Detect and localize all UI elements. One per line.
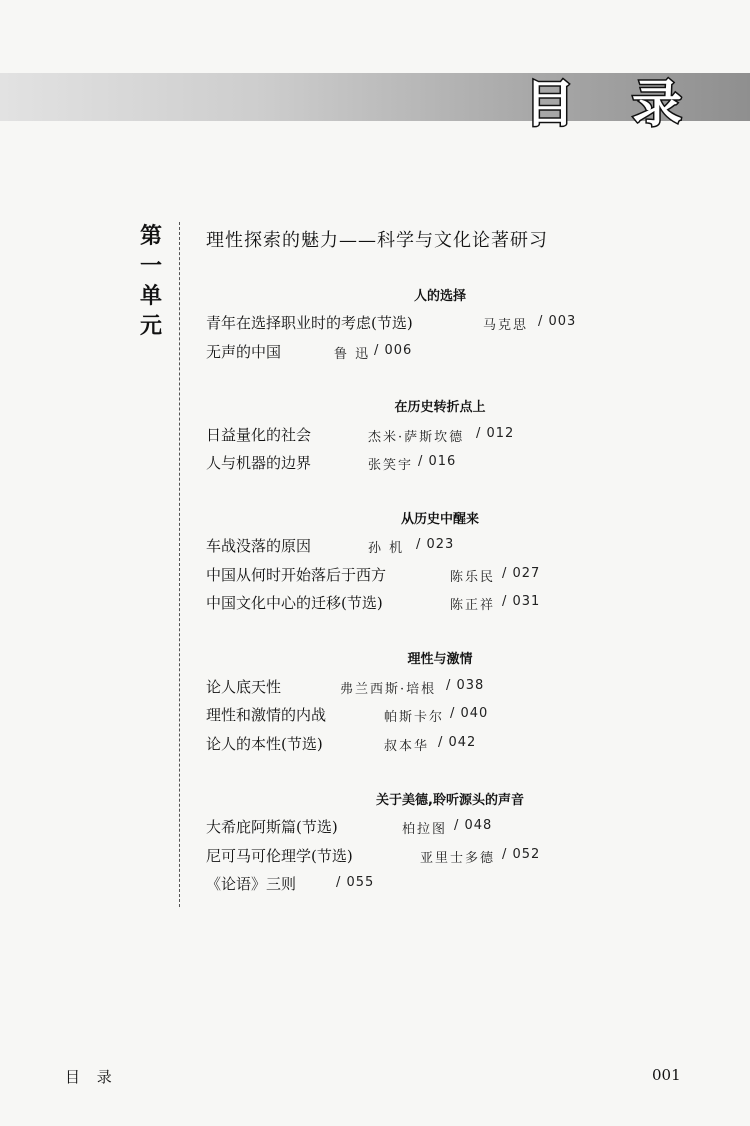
- entry-author: 叔本华: [384, 739, 430, 754]
- entry-title: 日益量化的社会: [206, 426, 312, 444]
- entry-title: 大希庇阿斯篇(节选): [206, 818, 338, 836]
- entry-title: 无声的中国: [206, 343, 282, 361]
- entry-page: / 012: [476, 426, 515, 441]
- unit-label: [138, 222, 164, 342]
- entry-page: / 016: [418, 454, 457, 469]
- section-heading: 人的选择: [413, 289, 466, 304]
- entry-title: 中国文化中心的迁移(节选): [206, 594, 383, 612]
- unit-label-char: 第: [139, 224, 162, 249]
- entry-page: / 055: [336, 875, 375, 890]
- entry-title: 青年在选择职业时的考虑(节选): [206, 314, 413, 332]
- entry-author: 孙 机: [368, 541, 405, 556]
- entry-title: 中国从何时开始落后于西方: [206, 566, 387, 584]
- dashed-divider: [179, 222, 180, 907]
- entry-author: 杰米·萨斯坎德: [368, 430, 465, 445]
- entry-author: 柏拉图: [402, 822, 448, 837]
- entry-page: / 006: [374, 343, 413, 358]
- entry-title: 尼可马可伦理学(节选): [206, 847, 353, 865]
- entry-page: / 048: [454, 818, 493, 833]
- page-title: 目 录: [524, 75, 702, 133]
- entry-author: 马克思: [483, 318, 529, 333]
- entry-page: / 042: [438, 735, 477, 750]
- unit-label-char: 一: [139, 254, 162, 279]
- entry-author: 陈正祥: [450, 598, 496, 613]
- entry-title: 人与机器的边界: [206, 454, 312, 472]
- entry-title: 车战没落的原因: [206, 537, 312, 555]
- unit-label-char: 单: [139, 284, 162, 309]
- entry-page: / 040: [450, 706, 489, 721]
- entry-page: / 023: [416, 537, 455, 552]
- footer-label: 目 录: [65, 1068, 118, 1086]
- entry-page: / 003: [538, 314, 577, 329]
- entry-page: / 052: [502, 847, 541, 862]
- entry-page: / 027: [502, 566, 541, 581]
- entry-author: 陈乐民: [450, 570, 496, 585]
- entry-author: 张笑宇: [368, 458, 414, 473]
- section-heading: 从历史中醒来: [400, 512, 479, 527]
- entry-author: 亚里士多德: [420, 851, 496, 866]
- section-heading: 关于美德,聆听源头的声音: [376, 793, 524, 808]
- entry-title: 论人底天性: [206, 678, 282, 696]
- entry-title: 《论语》三则: [206, 875, 297, 893]
- entry-title: 论人的本性(节选): [206, 735, 323, 753]
- unit-title: 理性探索的魅力——科学与文化论著研习: [206, 230, 548, 251]
- entry-author: 鲁 迅: [334, 347, 371, 362]
- page-number: 001: [652, 1066, 681, 1084]
- entry-author: 帕斯卡尔: [384, 710, 445, 725]
- entry-title: 理性和激情的内战: [206, 706, 327, 724]
- section-heading: 在历史转折点上: [394, 400, 486, 415]
- unit-label-char: 元: [139, 314, 162, 339]
- entry-page: / 038: [446, 678, 485, 693]
- section-heading: 理性与激情: [407, 652, 473, 667]
- entry-author: 弗兰西斯·培根: [340, 682, 437, 697]
- entry-page: / 031: [502, 594, 541, 609]
